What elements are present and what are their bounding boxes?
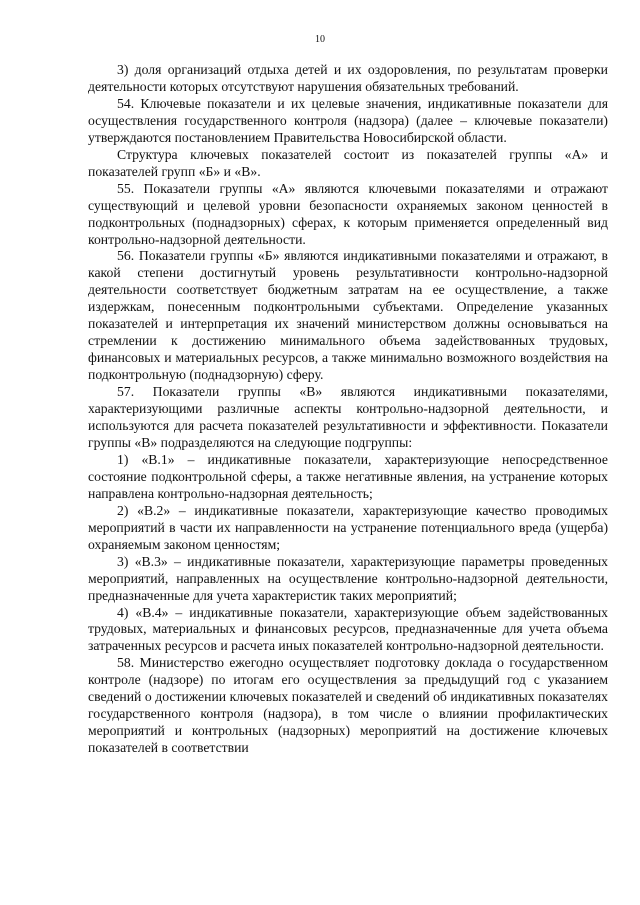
paragraph-structure: Структура ключевых показателей состоит из показателей группы «А» и показателей групп «Б» и «В». bbox=[88, 146, 608, 179]
paragraph-58-report: 58. Министерство ежегодно осуществляет подготовку доклада о государственном контроле (надзоре) по итогам его осуществления за предыдущий год с указанием сведений о достижении ключевых показателей и сведений об индикативных показателях государственного контроля (надзора), в том числе о влиянии профилактических мероприятий и контрольных (надзорных) мероприятий на достижение ключевых показателей в соответствии bbox=[88, 655, 608, 756]
paragraph-subgroup-v1: 1) «В.1» – индикативные показатели, характеризующие непосредственное состояние подконтрольной сферы, а также негативные явления, на устранение которых направлена контрольно-надзорная деятельность; bbox=[88, 451, 608, 501]
paragraph-subgroup-v2: 2) «В.2» – индикативные показатели, характеризующие качество проводимых мероприятий в части их направленности на устранение потенциального вреда (ущерба) охраняемым законом ценностям; bbox=[88, 502, 608, 552]
paragraph-54-key-indicators: 54. Ключевые показатели и их целевые значения, индикативные показатели для осуществления государственного контроля (надзора) (далее – ключевые показатели) утверждаются постановлением Правительства Новосибирской области. bbox=[88, 95, 608, 145]
paragraph-57-group-v: 57. Показатели группы «В» являются индикативными показателями, характеризующими различные аспекты контрольно-надзорной деятельности, и используются для расчета показателей результативности и эффективности. Показатели группы «В» подразделяются на следующие подгруппы: bbox=[88, 384, 608, 450]
paragraph-subgroup-v4: 4) «В.4» – индикативные показатели, характеризующие объем задействованных трудовых, материальных и финансовых ресурсов, предназначенные для учета объема затраченных ресурсов и расчета иных показателей контрольно-надзорной деятельности. bbox=[88, 604, 608, 654]
paragraph-subgroup-v3: 3) «В.3» – индикативные показатели, характеризующие параметры проведенных мероприятий, направленных на осуществление контрольно-надзорной деятельности, предназначенные для учета характеристик таких мероприятий; bbox=[88, 553, 608, 603]
paragraph-55-group-a: 55. Показатели группы «А» являются ключевыми показателями и отражают существующий и целевой уровни безопасности охраняемых законом ценностей в подконтрольных (поднадзорных) сферах, к которым применяется определенный вид контрольно-надзорной деятельности. bbox=[88, 180, 608, 247]
paragraph-56-group-b: 56. Показатели группы «Б» являются индикативными показателями и отражают, в какой степени достигнутый уровень результативности контрольно-надзорной деятельности соответствует бюджетным затратам на ее осуществление, а также издержкам, понесенным подконтрольными субъектами. Определение указанных показателей и интерпретация их значений министерством должны основываться на стремлении к достижению минимального объема задействованных трудовых, финансовых и материальных ресурсов, а также минимально возможного воздействия на подконтрольную (поднадзорную) сферу. bbox=[88, 248, 608, 383]
page-number: 10 bbox=[315, 34, 325, 45]
paragraph-item-3-organizations: 3) доля организаций отдыха детей и их оздоровления, по результатам проверки деятельности которых отсутствуют нарушения обязательных требований. bbox=[88, 62, 608, 94]
document-body bbox=[88, 62, 608, 757]
